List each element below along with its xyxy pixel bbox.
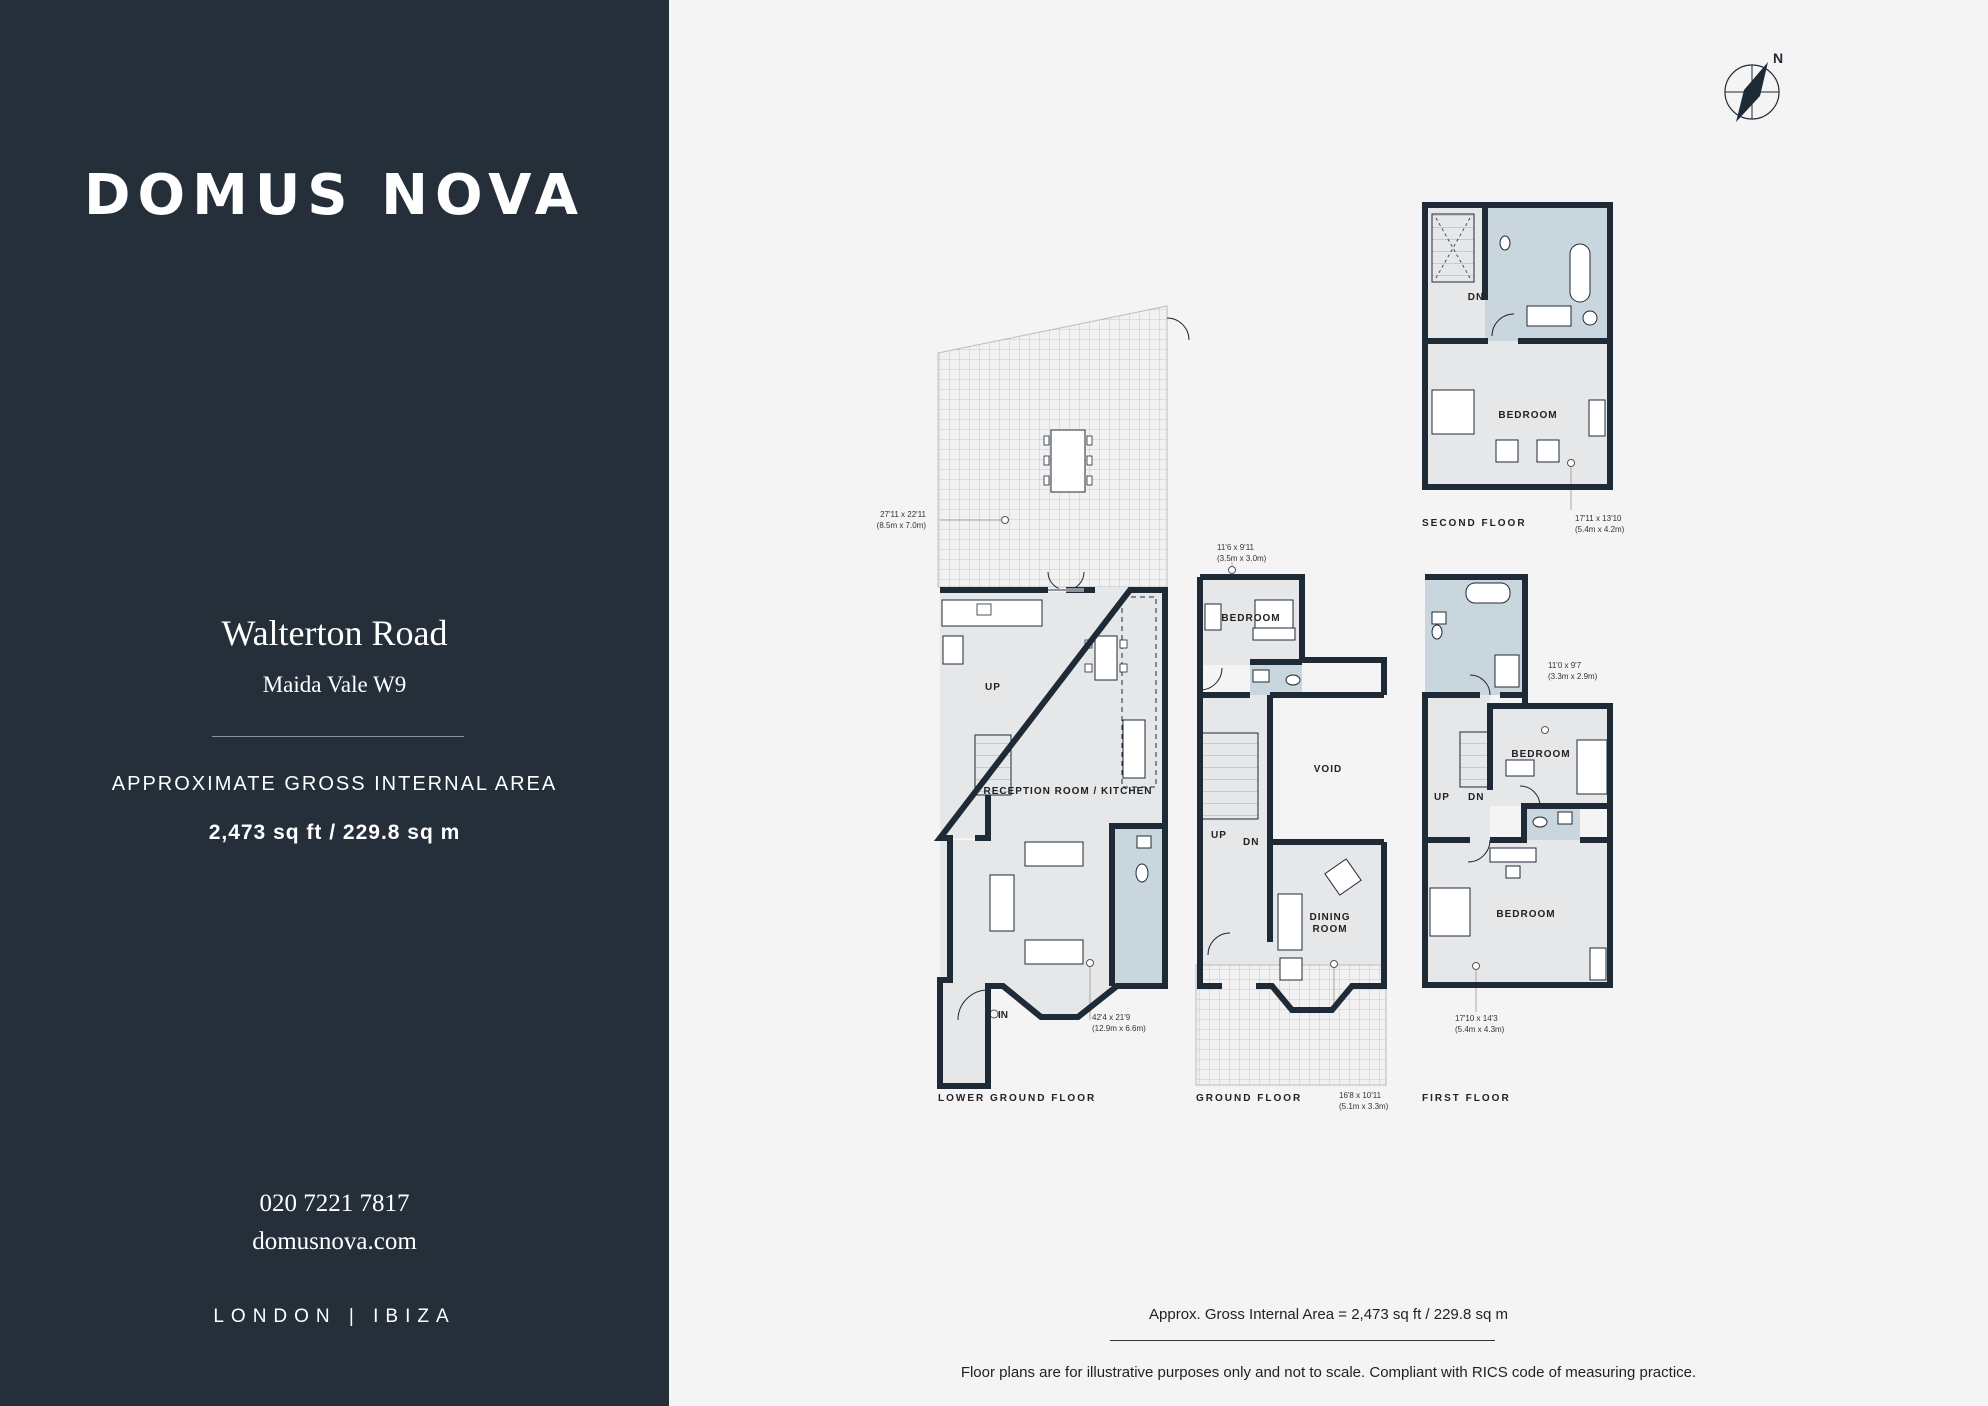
property-district: Maida Vale W9	[262, 672, 407, 697]
bed-icon	[1430, 888, 1470, 936]
floor-plan-drawing	[669, 0, 1988, 1406]
footer-disclaimer: Floor plans are for illustrative purposes only and not to scale. Compliant with RICS code of measuring practice.	[960, 1364, 1697, 1381]
ground-bedroom-dimensions: 11'6 x 9'11	[1217, 543, 1255, 552]
lower-ground-floor-plan	[938, 306, 1189, 1086]
footer-divider	[1110, 1340, 1495, 1341]
area-value: 2,473 sq ft / 229.8 sq m	[208, 821, 461, 844]
first-large-dimensions-metric: (5.4m x 4.3m)	[1455, 1025, 1505, 1034]
second-floor-stairs	[1432, 214, 1474, 282]
divider	[212, 736, 464, 737]
second-bedroom-dimensions: 17'11 x 13'10	[1575, 514, 1622, 523]
bathtub-icon	[1570, 244, 1590, 302]
sofa-icon	[990, 875, 1014, 931]
outdoor-dining-table	[1044, 430, 1092, 492]
second-floor-plan	[1425, 205, 1610, 510]
contact-phone[interactable]: 020 7221 7817	[259, 1190, 410, 1217]
second-floor-bedroom-label: BEDROOM	[1498, 410, 1558, 421]
ground-floor-stairs	[1200, 733, 1258, 819]
footer-area-note: Approx. Gross Internal Area = 2,473 sq ft / 229.8 sq m	[1149, 1306, 1508, 1323]
brand-logo: DOMUS NOVA	[84, 163, 585, 228]
first-floor-stairs	[1460, 732, 1490, 787]
ground-floor-up-label: UP	[1211, 830, 1227, 841]
ground-floor-plan	[1196, 562, 1386, 1085]
ground-floor-bedroom-label: BEDROOM	[1221, 613, 1281, 624]
compass-north-label: N	[1773, 50, 1784, 66]
floor-plan-area	[669, 0, 1988, 1406]
office-locations: LONDON | IBIZA	[213, 1306, 456, 1327]
lower-ground-floor-label: LOWER GROUND FLOOR	[938, 1093, 1097, 1104]
first-small-dimensions-metric: (3.3m x 2.9m)	[1548, 672, 1598, 681]
ground-bedroom-dimensions-metric: (3.5m x 3.0m)	[1217, 554, 1267, 563]
first-small-dimensions: 11'0 x 9'7	[1548, 661, 1582, 670]
first-floor-bedroom-small-label: BEDROOM	[1511, 749, 1571, 760]
bed-icon	[1432, 390, 1474, 434]
first-floor-down-label: DN	[1468, 792, 1485, 803]
lower-ground-up-label: UP	[985, 682, 1001, 693]
ground-floor-label: GROUND FLOOR	[1196, 1093, 1303, 1104]
first-floor-label: FIRST FLOOR	[1422, 1093, 1511, 1104]
reception-room-label: RECEPTION ROOM / KITCHEN	[983, 786, 1153, 797]
first-floor-up-label: UP	[1434, 792, 1450, 803]
first-large-dimensions: 17'10 x 14'3	[1455, 1014, 1498, 1023]
second-bedroom-dimensions-metric: (5.4m x 4.2m)	[1575, 525, 1625, 534]
sofa-icon	[1025, 940, 1083, 964]
lower-ground-store	[940, 1030, 988, 1086]
lower-ground-bathroom	[1112, 826, 1162, 986]
area-label: APPROXIMATE GROSS INTERNAL AREA	[111, 773, 558, 795]
bed-icon	[1577, 740, 1607, 794]
property-street: Walterton Road	[221, 613, 448, 653]
brand-sidebar	[0, 0, 669, 1406]
dining-room-label: DINING ROOM	[1309, 912, 1351, 935]
reception-dimensions-metric: (12.9m x 6.6m)	[1092, 1024, 1146, 1033]
bathtub-icon	[1466, 583, 1510, 603]
entrance-label: IN	[998, 1010, 1008, 1021]
ground-floor-down-label: DN	[1243, 837, 1260, 848]
compass-icon	[1725, 50, 1783, 122]
sofa-icon	[1025, 842, 1083, 866]
contact-website[interactable]: domusnova.com	[252, 1228, 417, 1255]
void-label: VOID	[1313, 764, 1343, 775]
dining-dimensions-metric: (5.1m x 3.3m)	[1339, 1102, 1389, 1111]
terrace-dimensions: 27'11 x 22'11	[880, 510, 926, 519]
dining-dimensions: 16'8 x 10'11	[1339, 1091, 1382, 1100]
first-floor-plan	[1425, 577, 1610, 1012]
terrace-dimensions-metric: (8.5m x 7.0m)	[876, 521, 926, 530]
second-floor-label: SECOND FLOOR	[1422, 518, 1527, 529]
reception-dimensions: 42'4 x 21'9	[1092, 1013, 1131, 1022]
dining-room-label-box	[1295, 912, 1365, 946]
first-floor-bedroom-large-label: BEDROOM	[1496, 909, 1556, 920]
second-floor-down-label: DN	[1467, 292, 1485, 303]
